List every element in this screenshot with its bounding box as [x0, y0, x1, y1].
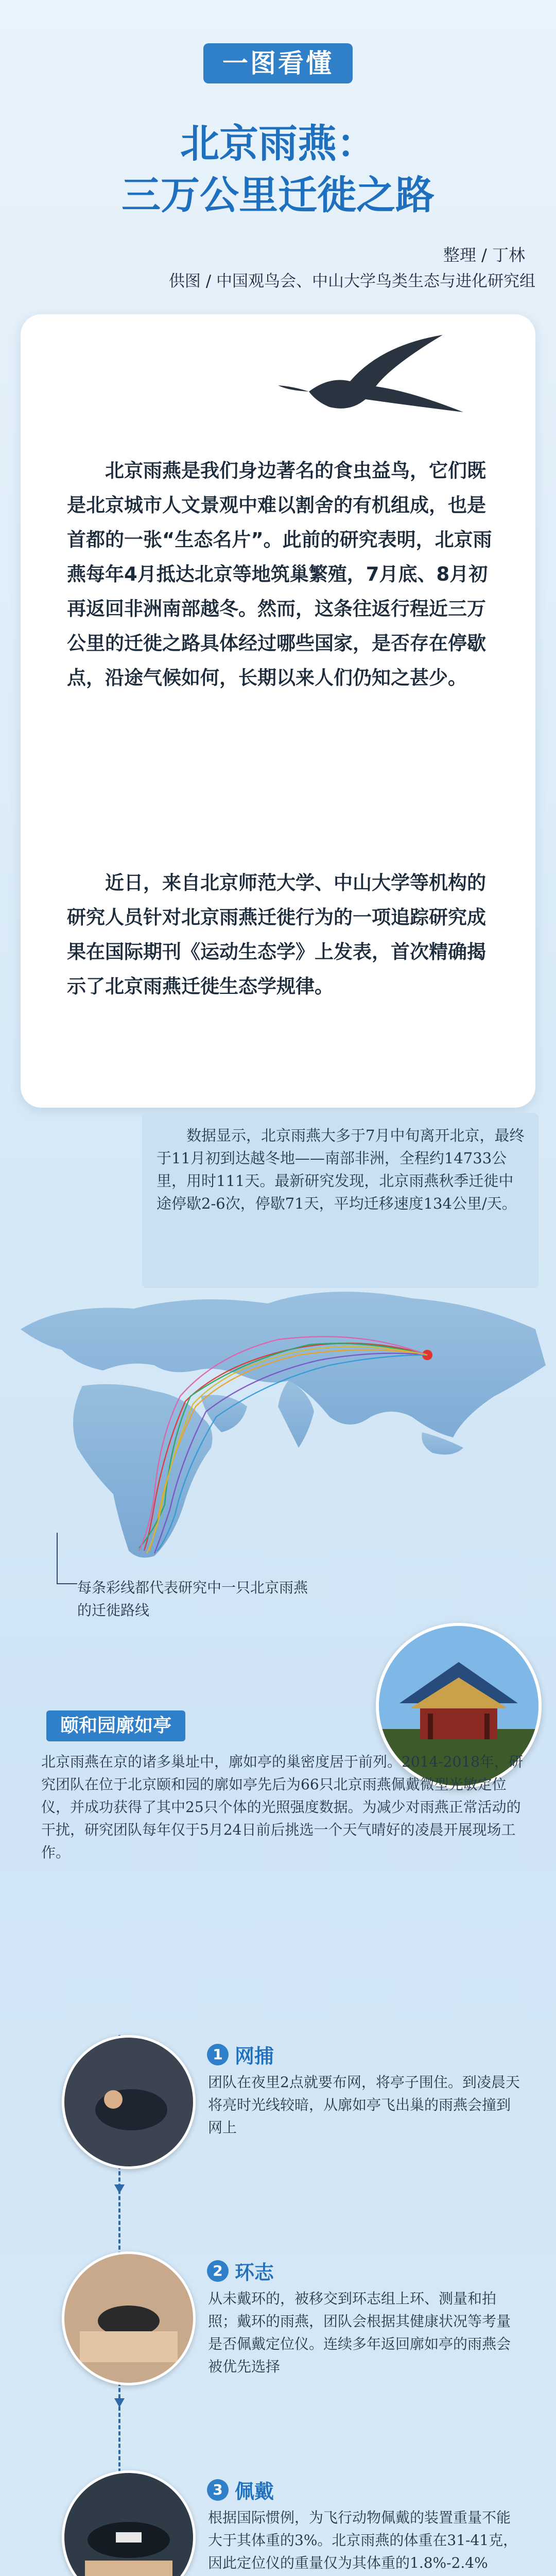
step-1-photo	[62, 2035, 196, 2169]
africa-landmass	[73, 1384, 213, 1558]
data-note-text: 数据显示，北京雨燕大多于7月中旬离开北京，最终于11月初到达越冬地——南部非洲，全程约14733公里，用时111天。最新研究发现，北京雨燕秋季迁徙中途停歇2-6次，停歇71天，平均迁移速度134公里/天。	[157, 1127, 525, 1212]
step-3-title: 佩戴	[235, 2480, 274, 2503]
data-note-box	[142, 1113, 538, 1288]
header-tag: 一图看懂	[203, 43, 353, 83]
step-1-number: 1	[207, 2044, 229, 2065]
step-1-text: 团队在夜里2点就要布网，将亭子围住。到凌晨天将亮时光线较暗，从廓如亭飞出巢的雨燕会撞到网上	[208, 2074, 520, 2136]
swift-flying-illustration	[21, 314, 535, 448]
section-text: 北京雨燕在京的诸多巢址中，廓如亭的巢密度居于前列。2014-2018年，研究团队在位于北京颐和园的廓如亭先后为66只北京雨燕佩戴微型光敏定位仪，并成功获得了其中25只个体的光照强度数据。为减少对雨燕正常活动的干扰，研究团队每年仅于5月24日前后挑选一个天气晴好的凌晨开展现场工作。	[41, 1753, 523, 1861]
page-title-line1: 北京雨燕：	[180, 121, 376, 166]
step-1-title: 网捕	[235, 2045, 274, 2067]
migration-map	[0, 1262, 556, 1571]
step-2-text: 从未戴环的，被移交到环志组上环、测量和拍照；戴环的雨燕，团队会根据其健康状况等考量是否佩戴定位仪。连续多年返回廓如亭的雨燕会被优先选择	[208, 2290, 511, 2375]
caption-leader-tick	[57, 1583, 77, 1584]
caption-leader-line	[57, 1533, 58, 1584]
intro-paragraph-1: 北京雨燕是我们身边著名的食虫益鸟，它们既是北京城市人文景观中难以割舍的有机组成，也是首都的一张“生态名片”。此前的研究表明，北京雨燕每年4月抵达北京等地筑巢繁殖，7月底、8月初再返回非洲南部越冬。然而，这条往返行程近三万公里的迁徙之路具体经过哪些国家，是否存在停歇点，沿途气候如何，长期以来人们仍知之甚少。	[67, 460, 492, 689]
southeast-asia-islands	[422, 1432, 463, 1454]
step-3-number: 3	[207, 2479, 229, 2501]
intro-paragraph-2: 近日，来自北京师范大学、中山大学等机构的研究人员针对北京雨燕迁徙行为的一项追踪研究成果在国际期刊《运动生态学》上发表，首次精确揭示了北京雨燕迁徙生态学规律。	[67, 872, 486, 997]
map-caption: 每条彩线都代表研究中一只北京雨燕的迁徙路线	[77, 1579, 308, 1619]
timeline-arrow	[114, 2398, 125, 2408]
credit-photos: 供图 / 中国观鸟会、中山大学鸟类生态与进化研究组	[168, 272, 535, 291]
intro-card	[21, 314, 535, 1108]
timeline-arrow	[114, 2184, 125, 2194]
step-2-title: 环志	[235, 2261, 274, 2284]
section-title: 颐和园廓如亭	[46, 1710, 185, 1741]
step-2-photo	[62, 2251, 196, 2385]
step-3-header	[207, 2476, 274, 2504]
page-title-line2: 三万公里迁徙之路	[121, 172, 435, 218]
step-3-text: 根据国际惯例，为飞行动物佩戴的装置重量不能大于其体重的3%。北京雨燕的体重在31-41克，因此定位仪的重量仅为其体重的1.8%-2.4%	[208, 2509, 518, 2571]
step-2-header	[207, 2257, 274, 2285]
credit-editor: 整理 / 丁林	[443, 245, 525, 265]
step-2-number: 2	[207, 2260, 229, 2282]
step-3-photo	[62, 2470, 196, 2576]
step-1-header	[207, 2040, 274, 2069]
